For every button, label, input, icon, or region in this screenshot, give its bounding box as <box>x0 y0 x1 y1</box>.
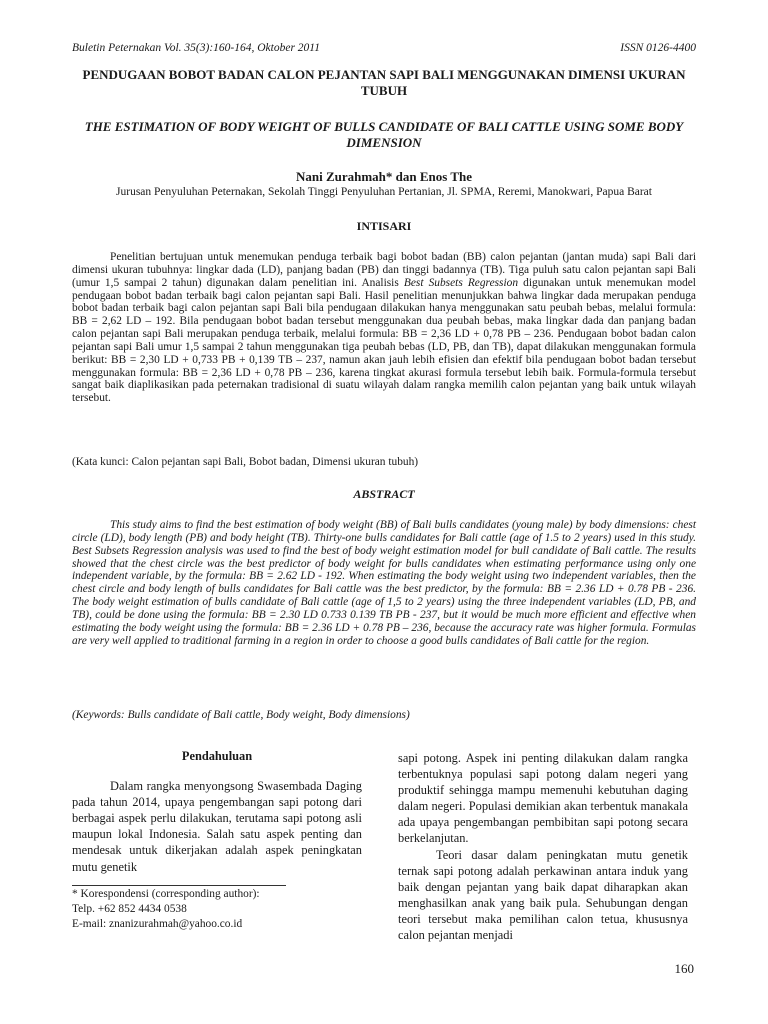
title-english: THE ESTIMATION OF BODY WEIGHT OF BULLS CANDIDATE OF BALI CATTLE USING SOME BODY DIMENSION <box>84 119 684 150</box>
intisari-keywords: (Kata kunci: Calon pejantan sapi Bali, Bobot badan, Dimensi ukuran tubuh) <box>72 456 419 468</box>
pendahuluan-paragraph-3: Teori dasar dalam peningkatan mutu genetik ternak sapi potong adalah perkawinan antara induk yang baik dengan pejantan yang baik dapat diharapkan akan menghasilkan anak yang baik pula. Sehubungan dengan teori tersebut maka pemilihan calon tetua, khususnya calon pejantan menjadi <box>398 847 688 943</box>
intisari-heading: INTISARI <box>356 219 412 233</box>
abstract-body <box>72 519 696 647</box>
issn: ISSN 0126-4400 <box>620 42 696 54</box>
intisari-italic-term: Best Subsets Regression <box>403 276 519 289</box>
pendahuluan-paragraph-2: sapi potong. Aspek ini penting dilakukan dalam rangka terbentuknya populasi sapi potong dalam negeri yang produktif sehingga mampu memenuhi kebutuhan daging dalam negeri. Populasi demikian akan terbentuk manakala ada upaya pengembangan pembibitan sapi potong secara berkelanjutan. <box>398 751 688 846</box>
authors: Nani Zurahmah* dan Enos The <box>295 169 473 184</box>
right-column <box>398 750 688 943</box>
pendahuluan-paragraph-1: Dalam rangka menyongsong Swasembada Daging pada tahun 2014, upaya pengembangan sapi potong dari berbagai aspek perlu dilakukan, terutama sapi potong asli maupun lokal Indonesia. Salah satu aspek penting dan mendesak untuk dikerjakan adalah aspek peningkatan mutu genetik <box>72 779 362 874</box>
abstract-text: This study aims to find the best estimation of body weight (BB) of Bali bulls candidates (young male) by body dimensions: chest circle (LD), body length (PB) and body height (TB). Thirty-one bulls candidates for Bali cattle (age of 1.5 to 2 years) used in this study. Best Subsets Regression analysis was used to find the best of body weight estimation model for bull candidate of Bali cattle. The results showed that the chest circle was the best predictor of body weight for bulls candidates when estimating performance using only one independent variable, by the formula: BB = 2.62 LD - 192. When estimating the body weight using two independent variables, then the chest circle and body length of bulls candidates for Bali cattle was the best predictor, by the formula: BB = 2.36 LD + 0.78 PB - 236. The body weight estimation of bulls candidate of Bali cattle (age of 1,5 to 2 years) using the three independent variables (LD, PB, and TB), could be done using the formula: BB = 2.30 LD 0.733 0.139 TB PB - 237, but it would be much more efficient and effective when estimating the body weight using the formula: BB = 2.36 LD + 0.78 PB – 236, because the accuracy rate was higher formula. Formulas are very well applied to traditional farming in a region in order to choose a good bulls candidates of Bali cattle for the region. <box>72 519 696 647</box>
abstract-keywords: (Keywords: Bulls candidate of Bali cattle, Body weight, Body dimensions) <box>72 709 410 721</box>
page-number: 160 <box>674 961 694 976</box>
left-column <box>72 748 362 875</box>
footnote-divider <box>72 885 286 886</box>
journal-citation: Buletin Peternakan Vol. 35(3):160-164, Oktober 2011 <box>72 42 320 54</box>
title-indonesian: PENDUGAAN BOBOT BADAN CALON PEJANTAN SAPI BALI MENGGUNAKAN DIMENSI UKURAN TUBUH <box>82 67 686 98</box>
intisari-body <box>72 251 696 405</box>
footnote <box>72 887 260 932</box>
intisari-text-1: Penelitian bertujuan untuk menemukan penduga terbaik bagi bobot badan (BB) calon pejantan (jantan muda) sapi Bali dari dimensi ukuran tubuhnya: lingkar dada (LD), panjang badan (PB) dan tinggi badannya (TB). Tiga puluh satu calon pejantan sapi Bali (umur 1,5 sampai 2 tahun) digunakan dalam penelitian ini. Analisis <box>72 251 696 289</box>
footnote-correspondence: * Korespondensi (corresponding author): <box>72 888 260 900</box>
footnote-phone: Telp. +62 852 4434 0538 <box>72 903 187 915</box>
affiliation: Jurusan Penyuluhan Peternakan, Sekolah Tinggi Penyuluhan Pertanian, Jl. SPMA, Reremi, Manokwari, Papua Barat <box>116 186 652 198</box>
abstract-heading: ABSTRACT <box>353 487 415 501</box>
intisari-text-2: digunakan untuk menemukan model pendugaan bobot badan terbaik bagi calon pejantan sapi Bali. Hasil penelitian menunjukkan bahwa lingkar dada merupakan penduga bobot badan terbaik bagi calon pejantan sapi Bali bila pendugaan dilakukan hanya menggunakan satu peubah bebas, melalui formula: BB = 2,62 LD – 192. Bila pendugaan bobot badan tersebut menggunakan dua peubah bebas, maka lingkar dada dan panjang badan calon pejantan sapi Bali merupakan penduga terbaik, melalui formula: BB = 2,36 LD + 0,78 PB – 236. Pendugaan bobot badan calon pejantan sapi Bali umur 1,5 sampai 2 tahun menggunakan tiga peubah bebas (LD, PB, dan TB), dapat dilakukan menggunakan formula berikut: BB = 2,30 LD + 0,733 PB + 0,139 TB – 237, namun akan jauh lebih efisien dan efektif bila pendugaan bobot badan tersebut menggunakan formula: BB = 2,36 LD + 0,78 PB – 236, karena tingkat akurasi formula tersebut lebih baik. Formula-formula tersebut sangat baik diaplikasikan pada peternakan tradisional di suatu wilayah dalam rangka memilih calon pejantan yang baik untuk wilayah tersebut. <box>72 276 696 405</box>
pendahuluan-heading: Pendahuluan <box>181 749 253 763</box>
footnote-email: E-mail: znanizurahmah@yahoo.co.id <box>72 918 243 930</box>
